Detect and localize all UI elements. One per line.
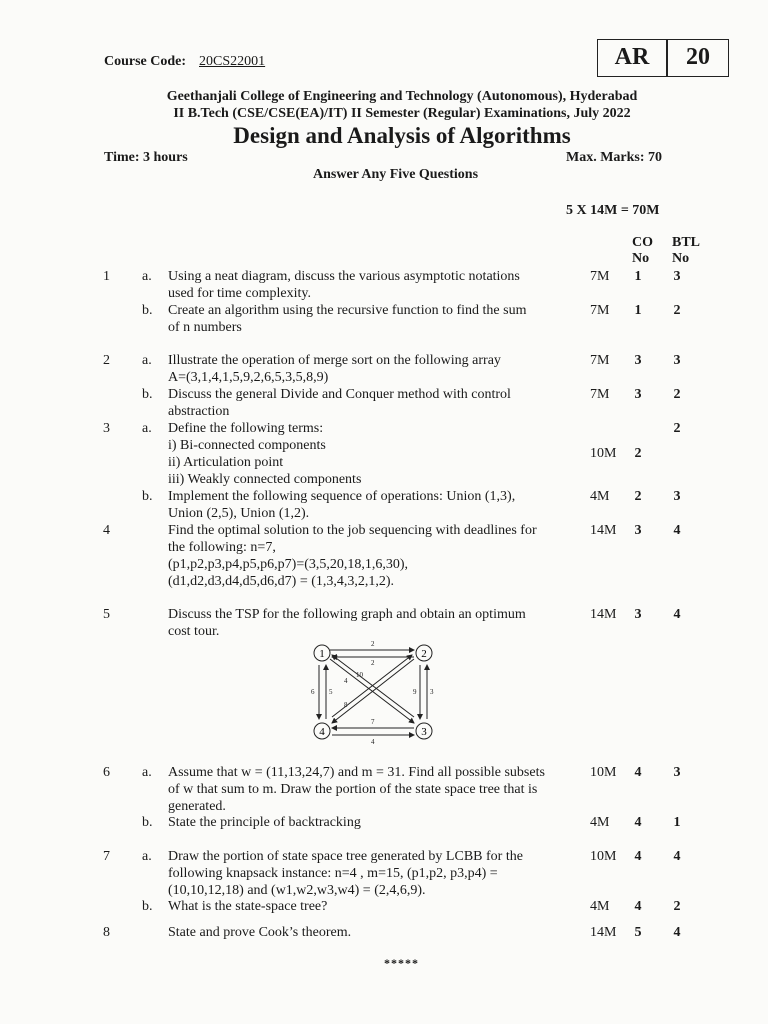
btl-number: 3 [673, 489, 681, 504]
co-number: 1 [634, 303, 642, 318]
node-3 [416, 723, 432, 739]
question-number: 2 [103, 353, 110, 368]
btl-number: 2 [673, 387, 681, 402]
course-code-value: 20CS22001 [199, 54, 266, 69]
question-number: 5 [103, 607, 110, 622]
question-number: 6 [103, 765, 110, 780]
sub-question-label: a. [142, 353, 152, 368]
badge-left: AR [614, 44, 650, 70]
question-text-line: Find the optimal solution to the job sequencing with deadlines for [168, 523, 537, 538]
question-text-line: Create an algorithm using the recursive function to find the sum [168, 303, 527, 318]
question-text-line: (p1,p2,p3,p4,p5,p6,p7)=(3,5,20,18,1,6,30), [168, 557, 409, 572]
co-number: 3 [634, 387, 642, 402]
question-text-line: of n numbers [168, 320, 242, 335]
marks: 7M [590, 303, 610, 318]
question-number: 8 [103, 925, 110, 940]
question-number: 3 [103, 421, 110, 436]
time-label: Time: 3 hours [104, 150, 188, 165]
edge-label: 4 [344, 677, 348, 685]
marks: 4M [590, 899, 610, 914]
question-text-line: of w that sum to m. Draw the portion of the state space tree that is [168, 782, 538, 797]
marks: 7M [590, 387, 610, 402]
edge-label: 5 [329, 688, 333, 696]
instruction: Answer Any Five Questions [313, 167, 479, 182]
marks: 14M [590, 607, 617, 622]
marks: 10M [590, 849, 617, 864]
marks-scheme: 5 X 14M = 70M [566, 203, 660, 218]
marks: 7M [590, 269, 610, 284]
question-text-line: used for time complexity. [168, 286, 311, 301]
question-text-line: What is the state-space tree? [168, 899, 328, 914]
question-number: 1 [103, 269, 110, 284]
co-number: 3 [634, 607, 642, 622]
edge-label: 10 [356, 671, 363, 679]
btl-number: 3 [673, 269, 681, 284]
sub-question-label: b. [142, 899, 153, 914]
co-number: 1 [634, 269, 642, 284]
question-text-line: State the principle of backtracking [168, 815, 361, 830]
course-code-label: Course Code: [104, 54, 187, 69]
question-text-line: following knapsack instance: n=4 , m=15, (p1,p2, p3,p4) = [168, 866, 498, 881]
edge-label: 2 [371, 640, 375, 648]
co-number: 4 [634, 899, 642, 914]
marks: 4M [590, 489, 610, 504]
sub-question-label: b. [142, 303, 153, 318]
question-text-line: Discuss the general Divide and Conquer method with control [168, 387, 511, 402]
sub-question-label: a. [142, 421, 152, 436]
node-2 [416, 645, 432, 661]
marks: 10M [590, 446, 617, 461]
sub-question-label: a. [142, 269, 152, 284]
co-number: 4 [634, 765, 642, 780]
svg-text:3: 3 [421, 726, 427, 738]
question-text-line: Draw the portion of state space tree generated by LCBB for the [168, 849, 523, 864]
co-header-no: No [632, 251, 650, 266]
co-number: 4 [634, 849, 642, 864]
edge-label: 6 [311, 688, 315, 696]
question-text-line: Assume that w = (11,13,24,7) and m = 31. Find all possible subsets [168, 765, 545, 780]
question-text-line: i) Bi-connected components [168, 438, 326, 453]
question-text-line: Implement the following sequence of operations: Union (1,3), [168, 489, 516, 504]
btl-header: BTL [672, 235, 701, 250]
btl-number: 3 [673, 765, 681, 780]
question-text-line: the following: n=7, [168, 540, 276, 555]
co-number: 2 [634, 489, 642, 504]
question-text-line: Union (2,5), Union (1,2). [168, 506, 310, 521]
question-text-line: Define the following terms: [168, 421, 324, 436]
badge-right: 20 [686, 44, 710, 70]
marks: 7M [590, 353, 610, 368]
question-number: 4 [103, 523, 110, 538]
question-text-line: (d1,d2,d3,d4,d5,d6,d7) = (1,3,4,3,2,1,2). [168, 574, 395, 589]
btl-number: 4 [673, 849, 681, 864]
btl-number: 1 [673, 815, 681, 830]
question-text-line: iii) Weakly connected components [168, 472, 362, 487]
co-number: 5 [634, 925, 642, 940]
footer-stars: ***** [384, 956, 419, 970]
question-text-line: generated. [168, 799, 226, 814]
btl-header-no: No [672, 251, 690, 266]
college-name: Geethanjali College of Engineering and Technology (Autonomous), Hyderabad [166, 89, 638, 104]
marks: 14M [590, 925, 617, 940]
question-text-line: Using a neat diagram, discuss the various asymptotic notations [168, 269, 520, 284]
node-4 [314, 723, 330, 739]
edge-label: 4 [371, 738, 375, 746]
edge-label: 2 [371, 659, 375, 667]
question-text-line: A=(3,1,4,1,5,9,2,6,5,3,5,8,9) [168, 370, 329, 385]
btl-number: 4 [673, 523, 681, 538]
question-text-line: Illustrate the operation of merge sort on the following array [168, 353, 501, 368]
sub-question-label: b. [142, 387, 153, 402]
edge-label: 7 [371, 718, 375, 726]
question-text-line: Discuss the TSP for the following graph and obtain an optimum [168, 607, 526, 622]
co-number: 2 [634, 446, 642, 461]
question-text-line: State and prove Cook’s theorem. [168, 925, 352, 940]
tsp-graph [300, 637, 450, 747]
marks: 14M [590, 523, 617, 538]
co-number: 3 [634, 353, 642, 368]
sub-question-label: b. [142, 489, 153, 504]
svg-text:1: 1 [319, 648, 325, 660]
sub-question-label: a. [142, 765, 152, 780]
co-header: CO [632, 235, 653, 250]
btl-number: 4 [673, 607, 681, 622]
exam-title: II B.Tech (CSE/CSE(EA)/IT) II Semester (Regular) Examinations, July 2022 [173, 106, 631, 121]
sub-question-label: a. [142, 849, 152, 864]
marks: 10M [590, 765, 617, 780]
btl-number: 3 [673, 353, 681, 368]
svg-text:4: 4 [319, 726, 325, 738]
btl-number: 2 [673, 421, 681, 436]
btl-number: 2 [673, 303, 681, 318]
question-text-line: (10,10,12,18) and (w1,w2,w3,w4) = (2,4,6,9). [168, 883, 426, 898]
btl-number: 2 [673, 899, 681, 914]
marks: 4M [590, 815, 610, 830]
question-text-line: abstraction [168, 404, 230, 419]
edge-label: 9 [413, 688, 417, 696]
subject-title: Design and Analysis of Algorithms [233, 123, 571, 148]
svg-text:2: 2 [421, 648, 427, 660]
exam-code-badge [597, 39, 729, 77]
btl-number: 4 [673, 925, 681, 940]
edge-label: 8 [344, 701, 348, 709]
max-marks-label: Max. Marks: 70 [566, 150, 663, 165]
question-text-line: ii) Articulation point [168, 455, 284, 470]
edge-label: 3 [430, 688, 434, 696]
co-number: 4 [634, 815, 642, 830]
question-number: 7 [103, 849, 110, 864]
question-text-line: cost tour. [168, 624, 220, 639]
co-number: 3 [634, 523, 642, 538]
node-1 [314, 645, 330, 661]
sub-question-label: b. [142, 815, 153, 830]
